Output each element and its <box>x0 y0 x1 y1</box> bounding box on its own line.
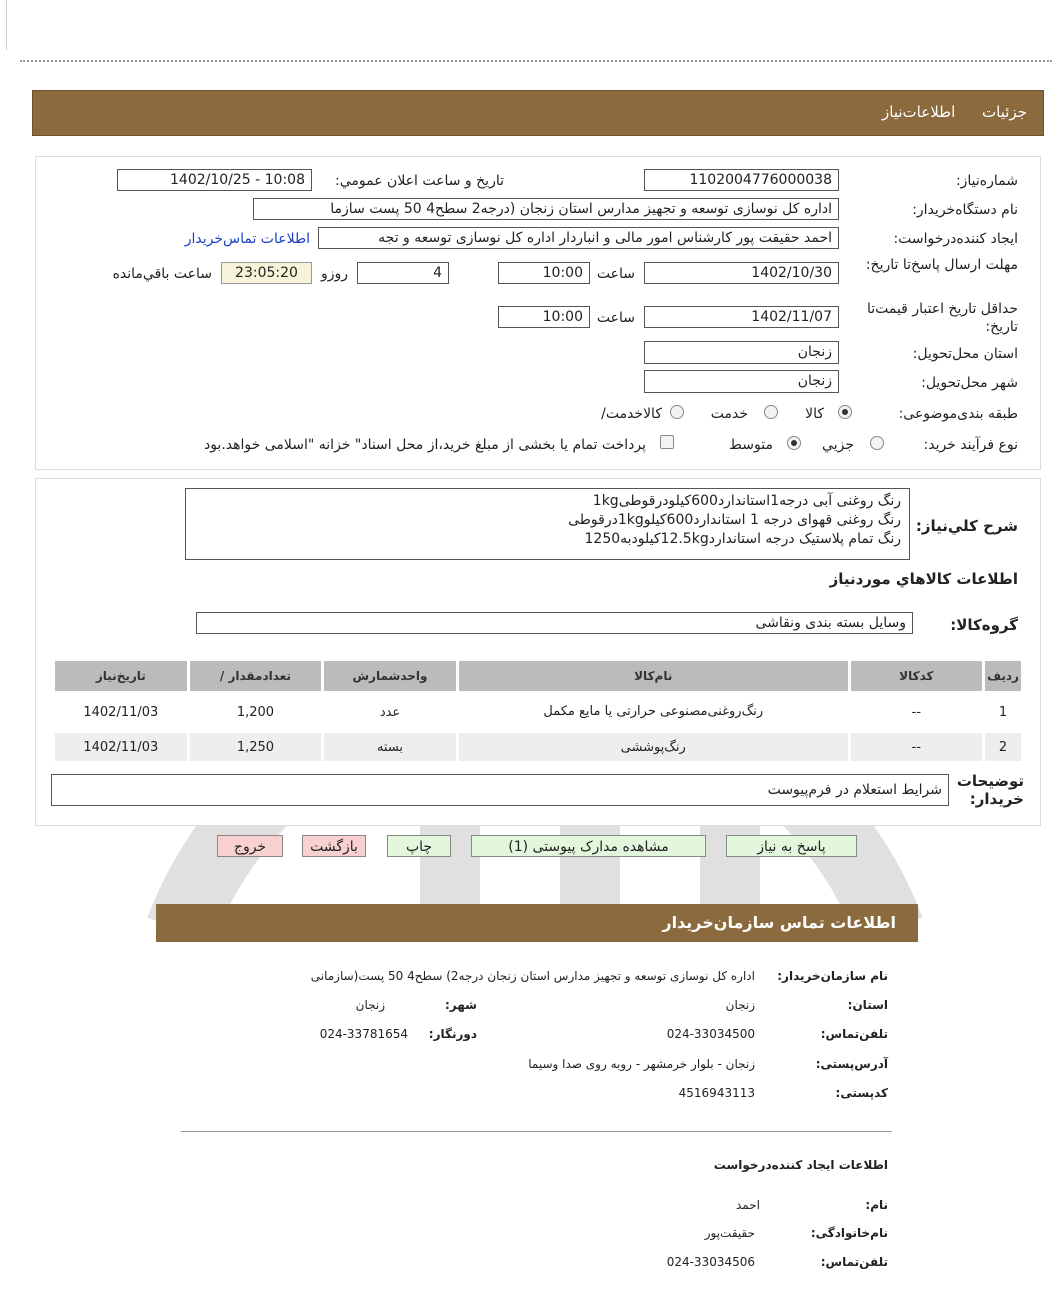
contact-phone-value: 024-33034500 <box>666 1027 755 1041</box>
cell-row: 2 <box>985 733 1021 761</box>
payment-treasury-checkbox[interactable] <box>660 435 674 449</box>
print-button[interactable]: چاپ <box>387 835 451 857</box>
contact-address-label: آدرس‌پستی: <box>815 1057 888 1071</box>
remaining-time-field: 23:05:20 <box>221 262 312 284</box>
contact-fax-value: 024-33781654 <box>319 1027 408 1041</box>
buyer-notes-label: توضيحات خريدار: <box>956 772 1024 808</box>
process-minor-label: جزيي <box>822 437 854 453</box>
contact-postal-label: کدپستی: <box>835 1086 888 1100</box>
category-service-radio[interactable] <box>764 405 778 419</box>
contact-province-value: زنجان <box>725 998 755 1012</box>
contact-divider <box>181 1131 892 1132</box>
days-label: روز‌و <box>320 266 348 282</box>
creator-last-name-value: حقیقت‌پور <box>704 1226 755 1240</box>
validity-time-field: 10:00 <box>498 306 590 328</box>
process-minor-radio[interactable] <box>870 436 884 450</box>
creator-info-title: اطلاعات ايجاد کننده‌درخواست <box>713 1158 888 1172</box>
contact-phone-label: تلفن‌تماس: <box>820 1027 888 1041</box>
cell-date: 1402/11/03 <box>55 733 187 761</box>
creator-phone-value: 024-33034506 <box>666 1255 755 1269</box>
exit-button[interactable]: خروج <box>217 835 283 857</box>
buyer-label: نام دستگاه‌خريدار: <box>912 202 1018 218</box>
table-row <box>55 694 1021 730</box>
deadline-time-field: 10:00 <box>498 262 590 284</box>
deadline-date-field: 1402/10/30 <box>644 262 839 284</box>
col-date: تاريخ‌نياز <box>55 661 187 691</box>
validity-date-field: 1402/11/07 <box>644 306 839 328</box>
validity-label: حداقل تاريخ اعتبار قیمت‌تا تاريخ: <box>866 301 1018 335</box>
col-row: رديف <box>985 661 1021 691</box>
contact-city-label: شهر: <box>445 998 477 1012</box>
remaining-label: ساعت باقي‌مانده <box>112 266 212 282</box>
need-number-label: شماره‌نیاز: <box>955 173 1018 189</box>
announce-label: تاريخ و ساعت اعلان عمومي: <box>335 173 504 189</box>
goods-group-label: گروه‌کالا: <box>950 616 1018 634</box>
table-row <box>55 733 1021 761</box>
process-medium-radio[interactable] <box>787 436 801 450</box>
cell-date: 1402/11/03 <box>83 704 159 720</box>
validity-time-label: ساعت <box>596 310 635 326</box>
cell-qty: 1,200 <box>236 704 275 720</box>
cell-name: رنگ‌روغنی‌مصنوعی حرارتی یا مایع مکمل <box>543 704 764 719</box>
col-name: نام‌کالا <box>459 661 848 691</box>
contact-postal-value: 4516943113 <box>678 1086 755 1100</box>
description-label: شرح کلي‌نياز: <box>915 517 1018 535</box>
announce-datetime-field: 1402/10/25 - 10:08 <box>117 169 312 191</box>
cell-code: -- <box>911 704 922 720</box>
cell-unit: عدد <box>379 704 401 720</box>
col-code: کدکالا <box>851 661 982 691</box>
category-label: طبقه بندی‌موضوعی: <box>898 406 1018 422</box>
col-unit: واحدشمارش <box>324 661 456 691</box>
process-label: نوع فرآيند خريد: <box>923 437 1018 453</box>
contact-section-header <box>156 904 918 942</box>
contact-province-label: استان: <box>847 998 888 1012</box>
cell-row: 1 <box>998 704 1008 720</box>
creator-first-name-label: نام: <box>865 1198 888 1212</box>
payment-note: پرداخت تمام يا بخشی از مبلغ خريد،از محل اسناد" خزانه "اسلامی خواهد.بود <box>203 437 646 453</box>
contact-fax-label: دورنگار: <box>428 1027 477 1041</box>
goods-section-title: اطلاعات کالاهاي موردنياز <box>829 570 1018 588</box>
category-goods-radio[interactable] <box>838 405 852 419</box>
tab-need-info[interactable]: اطلاعات‌نیاز <box>882 103 956 121</box>
category-both-radio[interactable] <box>670 405 684 419</box>
contact-section-title: اطلاعات تماس سازمان‌خريدار <box>662 913 896 932</box>
description-line: رنگ روغنی قهوای درجه 1 استاندارد600کیلو1kgدرقوطی <box>568 512 901 528</box>
deadline-label: مهلت ارسال پاسخ‌تا تاريخ: <box>865 257 1018 273</box>
description-box <box>185 488 910 560</box>
province-label: استان محل‌تحويل: <box>912 346 1018 362</box>
deadline-time-label: ساعت <box>596 266 635 282</box>
view-attachments-button[interactable]: مشاهده مدارک پيوستی (1) <box>471 835 706 857</box>
category-service-label: خدمت <box>710 406 748 422</box>
buyer-contact-link[interactable]: اطلاعات تماس‌خريدار <box>184 231 310 247</box>
creator-phone-label: تلفن‌تماس: <box>820 1255 888 1269</box>
tab-details[interactable]: جزئيات <box>982 103 1027 121</box>
cell-unit: بسته <box>324 733 456 761</box>
contact-address-value: زنجان - بلوار خرمشهر - روبه روی صدا وسیما <box>528 1057 755 1071</box>
dotted-separator <box>20 60 1052 62</box>
buyer-notes-field: شرایط استعلام در فرم‌پیوست <box>51 774 949 806</box>
back-button[interactable]: بازگشت <box>302 835 366 857</box>
creator-last-name-label: نام‌خانوادگی: <box>810 1226 888 1240</box>
creator-first-name-value: احمد <box>736 1198 760 1212</box>
need-number-field: 1102004776000038 <box>644 169 839 191</box>
goods-table <box>52 658 1024 764</box>
category-both-label: کالا‌خدمت/ <box>601 406 662 422</box>
top-nav-bar <box>32 90 1044 136</box>
page-left-border <box>6 0 7 50</box>
contact-city-value: زنجان <box>355 998 385 1012</box>
contact-org-label: نام سازمان‌خريدار: <box>777 969 888 983</box>
description-line: رنگ تمام پلاستیک درجه استاندارد12.5kgکیلودبه1250 <box>584 531 901 547</box>
description-line: رنگ روغنی آبی درجه1استاندارد600کیلودرقوطی1kg <box>592 493 901 509</box>
province-field: زنجان <box>644 341 839 364</box>
process-medium-label: متوسط <box>729 437 773 453</box>
contact-org-value: اداره کل نوسازی توسعه و تجهیز مدارس استان زنجان درجه2) سطح4 50 پست(سازمانی <box>310 969 755 983</box>
cell-code: -- <box>851 733 982 761</box>
creator-label: ايجاد کننده‌درخواست: <box>893 231 1018 247</box>
goods-group-field: وسایل بسته بندی ونقاشی <box>196 612 913 634</box>
col-qty: تعدادمقدار / <box>190 661 322 691</box>
cell-qty: 1,250 <box>190 733 322 761</box>
city-field: زنجان <box>644 370 839 393</box>
reply-button[interactable]: پاسخ به نياز <box>726 835 857 857</box>
creator-field: احمد حقیقت پور کارشناس امور مالی و انباردار اداره کل نوسازی توسعه و تجه <box>318 227 839 249</box>
category-goods-label: کالا <box>805 406 824 422</box>
days-remaining-field: 4 <box>357 262 449 284</box>
buyer-field: اداره کل نوسازی توسعه و تجهیز مدارس استان زنجان (درجه2 سطح4 50 پست سازما <box>253 198 839 220</box>
city-label: شهر محل‌تحويل: <box>921 375 1018 391</box>
cell-name: رنگ‌پوششی <box>459 733 848 761</box>
